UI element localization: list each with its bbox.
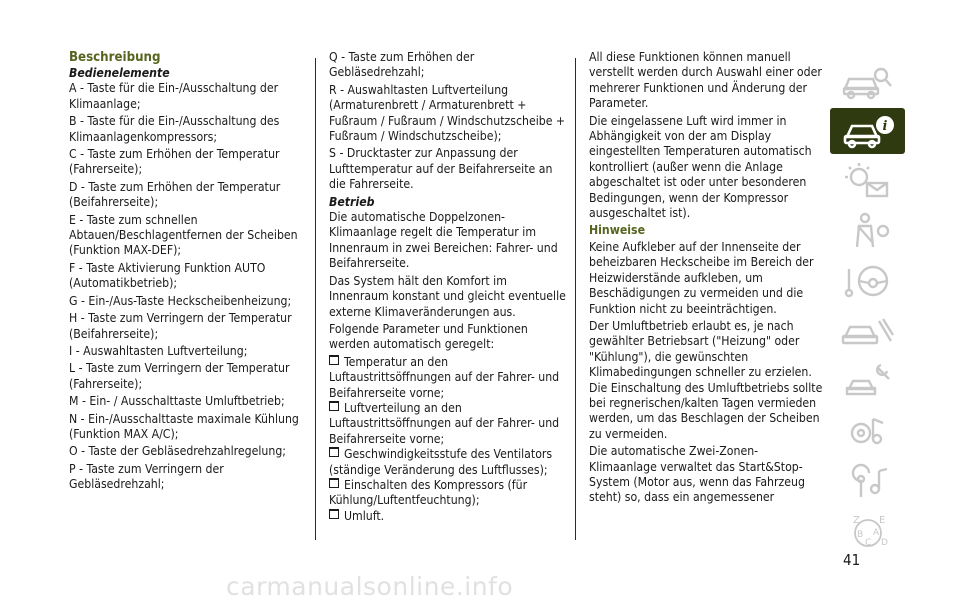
bullet-icon	[329, 509, 339, 519]
tab-alphabetical-index[interactable]	[830, 508, 905, 554]
page-number: 41	[843, 551, 861, 569]
list-item: E - Taste zum schnellen Abtauen/Beschlagentfernen der Scheiben (Funktion MAX-DEF);	[69, 212, 298, 258]
column-2	[329, 50, 569, 524]
tab-steering-wheel[interactable]	[830, 258, 905, 304]
svg-text:Z: Z	[852, 515, 860, 526]
bullet-icon	[329, 355, 339, 365]
hint-title: Hinweise	[589, 223, 646, 238]
list-item: C - Taste zum Erhöhen der Temperatur (Fahrerseite);	[69, 147, 280, 177]
car-crash-icon	[839, 311, 897, 351]
list-item: P - Taste zum Verringern der Gebläsedrehzahl;	[69, 461, 224, 492]
tab-car-crash[interactable]	[830, 308, 905, 354]
multimedia-icon	[839, 461, 897, 501]
list-item: M - Ein- / Ausschalttaste Umluftbetrieb;	[69, 394, 285, 409]
subsection-title: Bedienelemente	[69, 66, 170, 80]
bullet-icon	[329, 401, 339, 411]
controls-list	[69, 81, 307, 492]
bullet-text: Temperatur an den Luftaustrittsöffnungen auf der Fahrer- und Beifahrerseite vorne;	[329, 354, 560, 400]
list-item: R - Auswahltasten Luftverteilung (Armaturenbrett / Armaturenbrett + Fußraum / Fußraum / Windschutzscheibe + Fußraum / Windschutzscheibe);	[329, 82, 566, 144]
tab-seatbelt[interactable]	[830, 208, 905, 254]
steering-wheel-icon	[839, 261, 897, 301]
alphabetical-index-icon	[839, 511, 897, 551]
bullet-icon	[329, 478, 339, 488]
column-3	[589, 50, 824, 508]
paragraph: Der Umluftbetrieb erlaubt es, je nach gewählter Betriebsart ("Heizung" oder "Kühlung"), die gewünschten Klimabedingungen schneller zu erzielen. Die Einschaltung des Umluftbetriebs sollte bei regnerischen/kalten Tagen vermieden werden, um das Beschlagen der Scheiben zu vermeiden.	[589, 318, 823, 441]
tab-car-info[interactable]	[830, 108, 905, 154]
list-item: B - Taste für die Ein-/Ausschaltung des Klimaanlagenkompressors;	[69, 114, 280, 144]
list-item: F - Taste Aktivierung Funktion AUTO (Automatikbetrieb);	[69, 260, 266, 291]
wrench-car-icon	[839, 361, 897, 401]
subsection-title: Betrieb	[329, 194, 375, 209]
bullet-text: Luftverteilung an den Luftaustrittsöffnungen auf der Fahrer- und Beifahrerseite vorne;	[329, 400, 560, 446]
bullet-text: Einschalten des Kompressors (für Kühlung/Luftentfeuchtung);	[329, 477, 528, 508]
technical-data-icon	[839, 411, 897, 451]
tab-warning-lights[interactable]	[830, 158, 905, 204]
paragraph: All diese Funktionen können manuell verstellt werden durch Auswahl einer oder mehrerer Funktionen und Änderung der Parameter.	[589, 50, 822, 111]
svg-text:C: C	[864, 538, 871, 548]
tab-wrench-car[interactable]	[830, 358, 905, 404]
list-item: I - Auswahltasten Luftverteilung;	[69, 343, 248, 358]
chapter-tabs	[830, 58, 905, 558]
column-divider	[575, 58, 576, 540]
seatbelt-icon	[839, 211, 897, 251]
svg-text:B: B	[856, 530, 863, 540]
paragraph: Folgende Parameter und Funktionen werden automatisch geregelt:	[329, 321, 528, 352]
tab-technical-data[interactable]	[830, 408, 905, 454]
bullet-item	[329, 355, 569, 401]
svg-text:A: A	[872, 528, 879, 538]
bullet-text: Umluft.	[344, 508, 385, 523]
bullet-item	[329, 447, 569, 478]
list-item: D - Taste zum Erhöhen der Temperatur (Beifahrerseite);	[69, 179, 281, 210]
list-item: N - Ein-/Ausschalttaste maximale Kühlung (Funktion MAX A/C);	[69, 411, 299, 441]
list-item: Q - Taste zum Erhöhen der Gebläsedrehzahl;	[329, 50, 475, 80]
bullet-text: Geschwindigkeitsstufe des Ventilators (ständige Veränderung des Luftflusses);	[329, 447, 553, 477]
bullet-item	[329, 509, 569, 524]
paragraph: Das System hält den Komfort im Innenraum konstant und gleicht eventuelle externe Klimaveränderungen aus.	[329, 273, 566, 319]
list-item: H - Taste zum Verringern der Temperatur (Beifahrerseite);	[69, 311, 292, 341]
tab-car-search[interactable]	[830, 58, 905, 104]
bullet-icon	[329, 447, 339, 457]
car-info-icon	[839, 111, 897, 151]
list-item: G - Ein-/Aus-Taste Heckscheibenheizung;	[69, 293, 292, 308]
warning-lights-icon	[839, 161, 897, 201]
paragraph: Keine Aufkleber auf der Innenseite der beheizbaren Heckscheibe im Bereich der Heizwiderstände aufkleben, um Beschädigungen zu vermeiden und die Funktion nicht zu beeinträchtigen.	[589, 239, 814, 316]
paragraph: Die automatische Zwei-Zonen-Klimaanlage verwaltet das Start&Stop-System (Motor aus, wenn das Fahrzeug steht) so, dass ein angemessener	[589, 444, 805, 505]
column-divider	[315, 58, 316, 540]
paragraph: Die eingelassene Luft wird immer in Abhängigkeit von der am Display eingestellten Temperaturen automatisch kontrolliert (außer wenn die Anlage abgeschaltet ist oder unter besonderen Bedingungen, wenn der Kompressor ausgeschaltet ist).	[589, 113, 812, 221]
list-item: A - Taste für die Ein-/Ausschaltung der Klimaanlage;	[69, 81, 279, 111]
svg-text:E: E	[878, 515, 885, 526]
column-1	[69, 50, 307, 495]
svg-text:i: i	[882, 119, 887, 134]
car-search-icon	[839, 61, 897, 101]
list-item: O - Taste der Gebläsedrehzahlregelung;	[69, 444, 286, 459]
svg-text:D: D	[880, 538, 888, 548]
bullet-item	[329, 401, 569, 447]
list-item: S - Drucktaster zur Anpassung der Lufttemperatur auf der Beifahrerseite an die Fahrerseite.	[329, 146, 553, 192]
list-item: L - Taste zum Verringern der Temperatur (Fahrerseite);	[69, 361, 290, 391]
section-title: Beschreibung	[69, 50, 161, 65]
bullet-item	[329, 478, 569, 509]
watermark: carmanualsonline.info	[226, 572, 514, 601]
tab-multimedia[interactable]	[830, 458, 905, 504]
paragraph: Die automatische Doppelzonen-Klimaanlage regelt die Temperatur im Innenraum in zwei Bereichen: Fahrer- und Beifahrerseite.	[329, 210, 558, 271]
